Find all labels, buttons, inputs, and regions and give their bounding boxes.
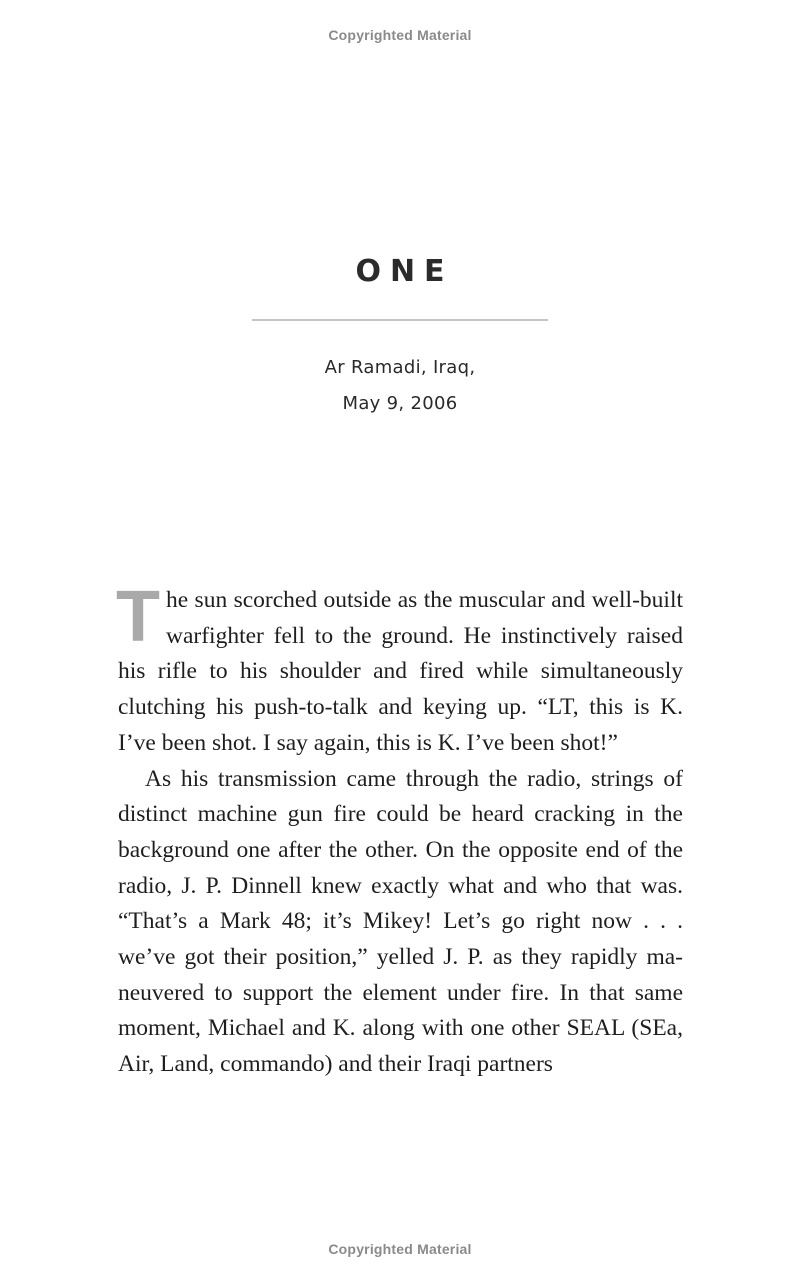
- paragraph-1-text: he sun scorched outside as the muscular and well-built warfighter fell to the ground. He instinctively raised his rifle to his shoulder and fired while simultaneously clutching his push-to-talk and keying up. “LT, this is K. I’ve been shot. I say again, this is K. I’ve been shot!”: [118, 587, 683, 756]
- chapter-body: [116, 577, 683, 1083]
- chapter-date: May 9, 2006: [342, 393, 458, 414]
- paragraph-2: As his transmission came through the radio, strings of distinct machine gun fire could be heard cracking in the background one after the other. On the opposite end of the radio, J. P. Dinnell knew exactly what and who that was. “That’s a Mark 48; it’s Mikey! Let’s go right now . . . we’ve got their position,” yelled J. P. as they rapidly maneuvered to support the element under fire. In that same moment, Michael and K. along with one other SEAL (SEa, Air, Land, commando) and their Iraqi partners: [118, 765, 683, 1078]
- title-divider: [252, 319, 548, 321]
- chapter-title: ONE: [355, 254, 454, 289]
- chapter-location: Ar Ramadi, Iraq,: [324, 357, 476, 378]
- copyright-watermark-bottom: Copyrighted Material: [328, 1241, 472, 1257]
- paragraph-1: [116, 577, 683, 762]
- drop-cap: T: [116, 577, 160, 657]
- copyright-watermark-top: Copyrighted Material: [328, 27, 472, 43]
